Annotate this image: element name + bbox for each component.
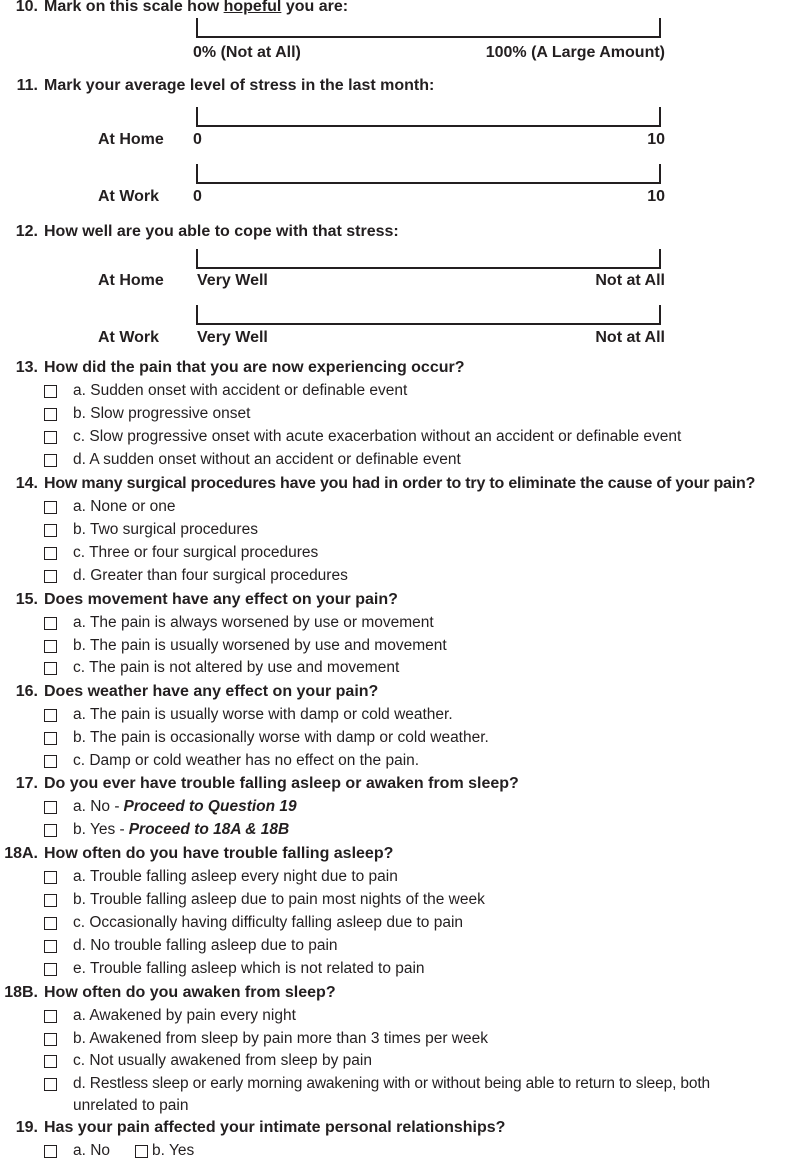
question-text: How often do you have trouble falling asleep? <box>44 845 394 862</box>
scale-left-label: 0% (Not at All) <box>193 44 301 61</box>
at-home-label: At Home <box>98 272 164 289</box>
question-number: 13. <box>15 359 38 376</box>
option-b[interactable]: b. Awakened from sleep by pain more than 3 times per week <box>44 1030 488 1048</box>
question-number: 14. <box>15 475 38 492</box>
option-a[interactable]: a. Sudden onset with accident or definable event <box>44 382 407 400</box>
scale-max-label: 10 <box>647 131 665 148</box>
option-b[interactable]: b. Trouble falling asleep due to pain most nights of the week <box>44 891 485 909</box>
at-work-label: At Work <box>98 188 160 205</box>
option-b[interactable]: b. The pain is occasionally worse with damp or cold weather. <box>44 729 489 747</box>
cope-work-scale[interactable] <box>196 305 661 325</box>
checkbox[interactable] <box>44 894 57 907</box>
option-b[interactable]: b. Yes <box>135 1142 194 1160</box>
question-number: 17. <box>15 775 38 792</box>
option-c[interactable]: c. Three or four surgical procedures <box>44 544 318 562</box>
checkbox[interactable] <box>44 385 57 398</box>
option-a[interactable]: a. The pain is usually worse with damp or cold weather. <box>44 706 453 724</box>
option-a[interactable]: a. Awakened by pain every night <box>44 1007 296 1025</box>
scale-left-label: Very Well <box>197 272 268 289</box>
checkbox[interactable] <box>44 617 57 630</box>
scale-max-label: 10 <box>647 188 665 205</box>
question-text: How many surgical procedures have you had in order to try to eliminate the cause of your pain? <box>44 475 756 492</box>
option-a[interactable]: a. Trouble falling asleep every night due to pain <box>44 868 398 886</box>
question-number: 16. <box>15 683 38 700</box>
question-number: 18B. <box>4 984 38 1001</box>
option-d[interactable]: d. Restless sleep or early morning awakening with or without being able to return to sleep, both <box>44 1075 710 1093</box>
option-c[interactable]: c. Not usually awakened from sleep by pain <box>44 1052 372 1070</box>
checkbox[interactable] <box>44 1078 57 1091</box>
checkbox[interactable] <box>44 824 57 837</box>
option-d-continuation: unrelated to pain <box>73 1097 189 1114</box>
checkbox[interactable] <box>44 940 57 953</box>
checkbox[interactable] <box>44 871 57 884</box>
question-text: Mark on this scale how hopeful you are: <box>44 0 349 15</box>
question-text: Do you ever have trouble falling asleep or awaken from sleep? <box>44 775 519 792</box>
scale-right-label: Not at All <box>595 329 665 346</box>
question-number: 18A. <box>4 845 38 862</box>
hopeful-scale[interactable] <box>196 18 661 38</box>
at-work-label: At Work <box>98 329 160 346</box>
option-b[interactable]: b. Slow progressive onset <box>44 405 250 423</box>
question-number: 10. <box>15 0 38 15</box>
question-text: Does movement have any effect on your pain? <box>44 591 398 608</box>
question-number: 19. <box>15 1119 38 1136</box>
option-c[interactable]: c. Slow progressive onset with acute exacerbation without an accident or definable event <box>44 428 681 446</box>
checkbox[interactable] <box>44 801 57 814</box>
checkbox[interactable] <box>135 1145 148 1158</box>
question-text: How well are you able to cope with that stress: <box>44 223 399 240</box>
checkbox[interactable] <box>44 431 57 444</box>
checkbox[interactable] <box>44 1055 57 1068</box>
question-number: 11. <box>16 77 38 94</box>
checkbox[interactable] <box>44 524 57 537</box>
checkbox[interactable] <box>44 454 57 467</box>
checkbox[interactable] <box>44 570 57 583</box>
option-c[interactable]: c. Occasionally having difficulty falling asleep due to pain <box>44 914 463 932</box>
option-a[interactable]: a. None or one <box>44 498 176 516</box>
question-text: How did the pain that you are now experiencing occur? <box>44 359 465 376</box>
at-home-label: At Home <box>98 131 164 148</box>
scale-min-label: 0 <box>193 188 202 205</box>
option-a[interactable]: a. The pain is always worsened by use or movement <box>44 614 434 632</box>
checkbox[interactable] <box>44 1145 57 1158</box>
question-text: How often do you awaken from sleep? <box>44 984 336 1001</box>
stress-work-scale[interactable] <box>196 164 661 184</box>
question-number: 12. <box>15 223 38 240</box>
checkbox[interactable] <box>44 408 57 421</box>
option-c[interactable]: c. The pain is not altered by use and movement <box>44 659 399 677</box>
option-c[interactable]: c. Damp or cold weather has no effect on the pain. <box>44 752 419 770</box>
option-d[interactable]: d. A sudden onset without an accident or definable event <box>44 451 461 469</box>
checkbox[interactable] <box>44 1033 57 1046</box>
option-b[interactable]: b. Two surgical procedures <box>44 521 258 539</box>
scale-min-label: 0 <box>193 131 202 148</box>
question-text: Has your pain affected your intimate personal relationships? <box>44 1119 506 1136</box>
checkbox[interactable] <box>44 547 57 560</box>
checkbox[interactable] <box>44 662 57 675</box>
checkbox[interactable] <box>44 709 57 722</box>
option-a[interactable]: a. No <box>44 1142 110 1160</box>
checkbox[interactable] <box>44 963 57 976</box>
scale-right-label: 100% (A Large Amount) <box>485 44 665 61</box>
checkbox[interactable] <box>44 732 57 745</box>
scale-right-label: Not at All <box>595 272 665 289</box>
option-e[interactable]: e. Trouble falling asleep which is not related to pain <box>44 960 425 978</box>
stress-home-scale[interactable] <box>196 107 661 127</box>
question-number: 15. <box>15 591 38 608</box>
checkbox[interactable] <box>44 1010 57 1023</box>
option-b[interactable]: b. Yes - Proceed to 18A & 18B <box>44 821 289 839</box>
option-a[interactable]: a. No - Proceed to Question 19 <box>44 798 297 816</box>
scale-left-label: Very Well <box>197 329 268 346</box>
option-d[interactable]: d. No trouble falling asleep due to pain <box>44 937 338 955</box>
option-b[interactable]: b. The pain is usually worsened by use and movement <box>44 637 447 655</box>
checkbox[interactable] <box>44 917 57 930</box>
question-text: Mark your average level of stress in the last month: <box>44 77 435 94</box>
checkbox[interactable] <box>44 501 57 514</box>
checkbox[interactable] <box>44 640 57 653</box>
cope-home-scale[interactable] <box>196 249 661 269</box>
checkbox[interactable] <box>44 755 57 768</box>
question-text: Does weather have any effect on your pain? <box>44 683 379 700</box>
option-d[interactable]: d. Greater than four surgical procedures <box>44 567 348 585</box>
